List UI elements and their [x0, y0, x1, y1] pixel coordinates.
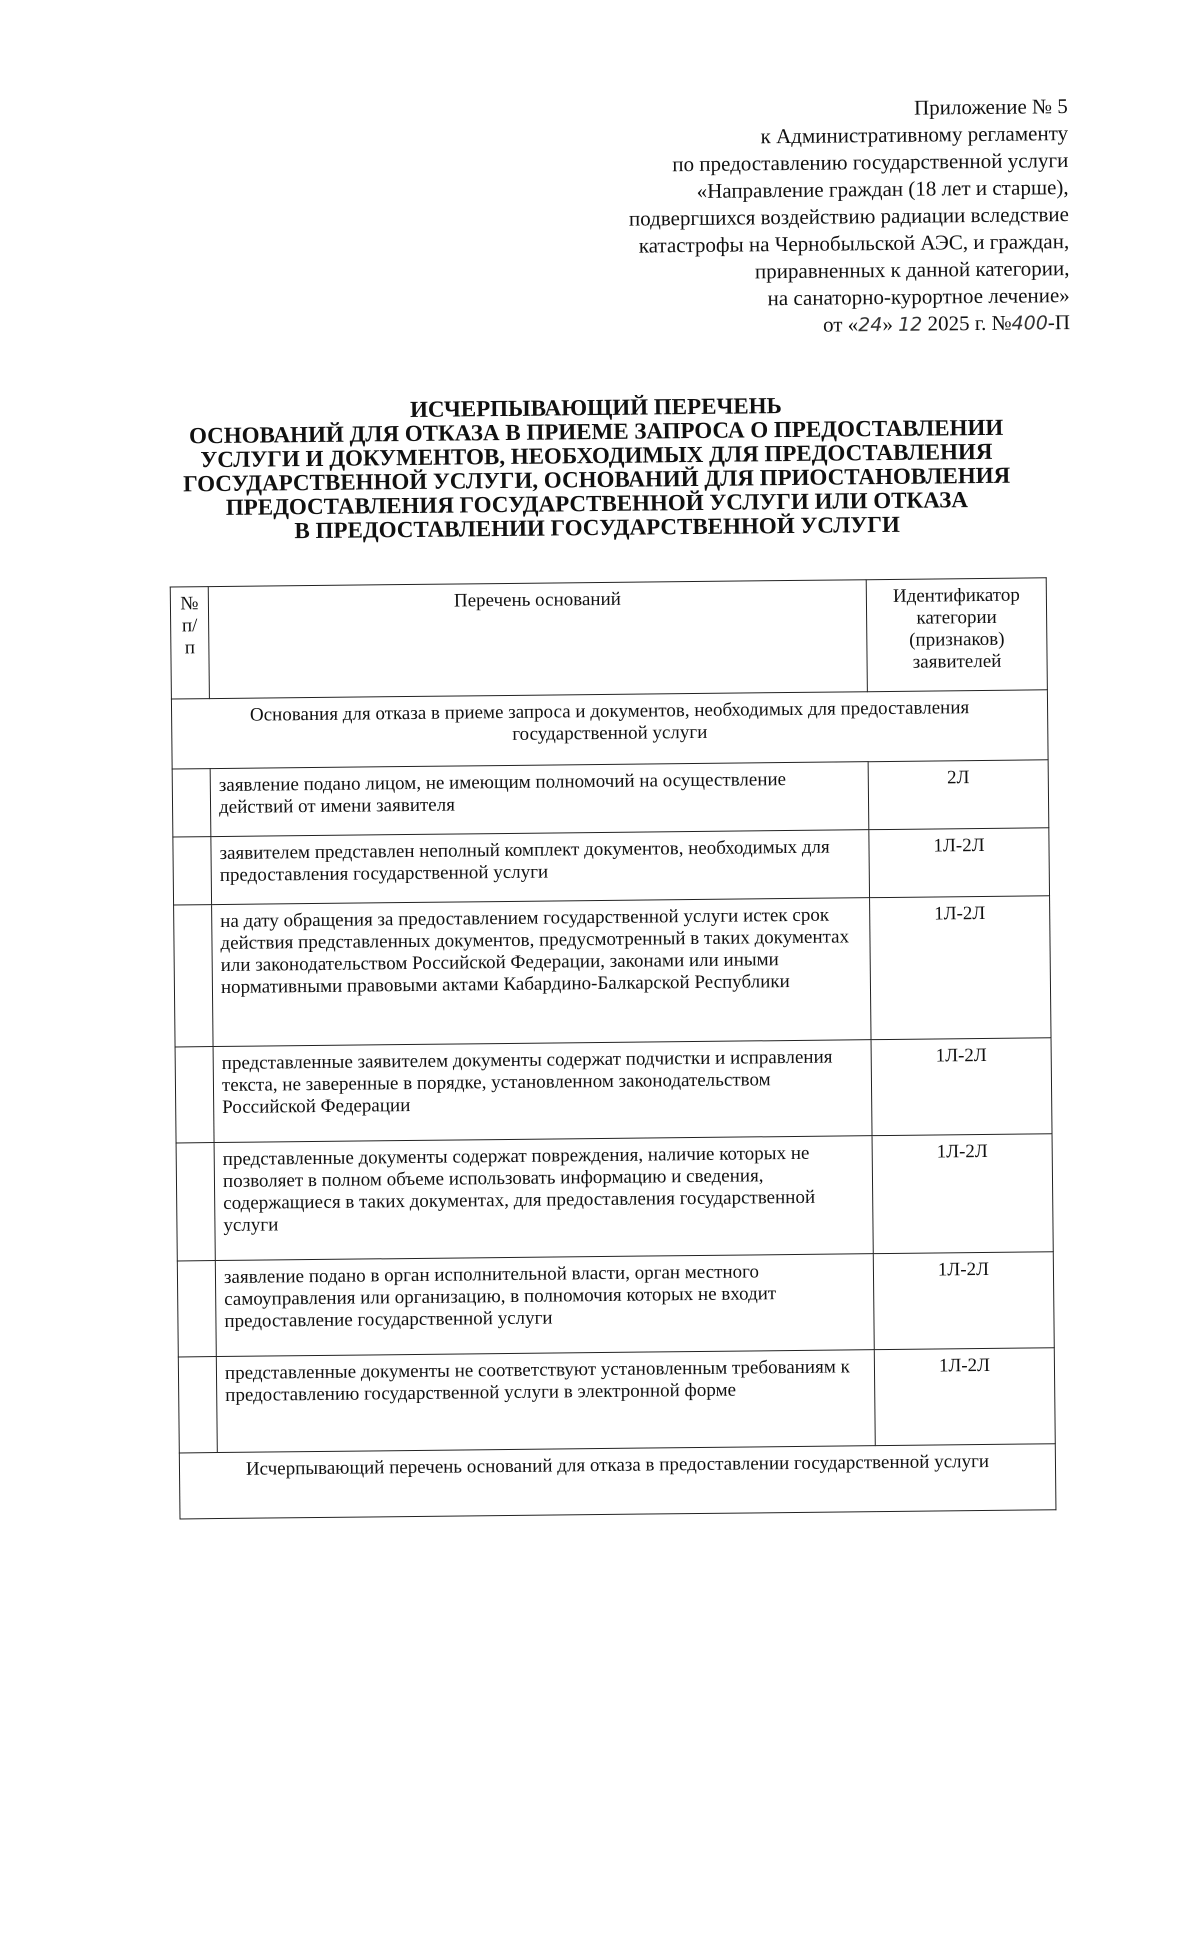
date-middle: » — [882, 311, 899, 337]
handwritten-number: 400 — [1011, 312, 1048, 335]
row-num — [178, 1357, 217, 1453]
row-num — [174, 905, 213, 1047]
date-suffix: -П — [1047, 310, 1071, 335]
row-reason: заявление подано лицом, не имеющим полномочий на осуществление действий от имени заявителя — [210, 762, 869, 837]
row-identifier: 1Л-2Л — [874, 1348, 1055, 1446]
section-title: Исчерпывающий перечень оснований для отказа в предоставлении государственной услуги — [179, 1444, 1056, 1519]
row-reason: заявление подано в орган исполнительной власти, орган местного самоуправления или организацию, в полномочия которых не входит предоставление государственной услуги — [215, 1254, 874, 1357]
row-num — [175, 1047, 214, 1143]
row-identifier: 1Л-2Л — [869, 828, 1050, 898]
title-line: УСЛУГИ И ДОКУМЕНТОВ, НЕОБХОДИМЫХ ДЛЯ ПРЕДОСТАВЛЕНИЯ — [200, 438, 993, 473]
row-reason: представленные заявителем документы содержат подчистки и исправления текста, не заверенные в порядке, установленном законодательством Российской Федерации — [213, 1040, 872, 1143]
section-title: Основания для отказа в приеме запроса и документов, необходимых для предоставления государственной услуги — [171, 690, 1048, 769]
row-num — [172, 769, 211, 837]
section-row — [179, 1444, 1056, 1519]
title-line: ПРЕДОСТАВЛЕНИЯ ГОСУДАРСТВЕННОЙ УСЛУГИ ИЛИ ОТКАЗА — [225, 487, 969, 520]
handwritten-month: 12 — [898, 313, 923, 336]
appendix-line: на санаторно-курортное лечение» — [767, 283, 1070, 311]
date-year: 2025 г. № — [922, 310, 1012, 336]
document-title — [136, 391, 1057, 545]
row-reason: представленные документы содержат повреждения, наличие которых не позволяет в полном объеме использовать информацию и сведения, содержащиеся в таких документах, для предоставления государственной услуги — [214, 1136, 873, 1261]
appendix-line: Приложение № 5 — [913, 94, 1068, 120]
appendix-date-line — [630, 309, 1070, 342]
appendix-line: к Административному регламенту — [760, 121, 1069, 149]
row-num — [176, 1143, 215, 1261]
header-num: № п/п — [170, 587, 209, 699]
table-row — [177, 1252, 1054, 1357]
table-row — [175, 1038, 1052, 1143]
row-reason: представленные документы не соответствуют установленным требованиям к предоставлению государственной услуги в электронной форме — [216, 1350, 875, 1453]
appendix-line: подвергшихся воздействию радиации вследствие — [628, 202, 1070, 231]
header-identifier: Идентификатор категории (признаков) заявителей — [866, 578, 1047, 692]
date-prefix: от « — [822, 312, 859, 337]
table-header-row — [170, 578, 1047, 699]
row-reason: на дату обращения за предоставлением государственной услуги истек срок действия представленных документов, предусмотренный в таких документах или законодательством Российской Федерации, законами или иными нормативными правовыми актами Кабардино-Балкарской Республики — [212, 898, 871, 1047]
table-row — [178, 1348, 1055, 1453]
grounds-table — [170, 577, 1057, 1519]
row-num — [173, 837, 212, 905]
table-row — [173, 828, 1050, 905]
row-reason: заявителем представлен неполный комплект документов, необходимых для предоставления государственной услуги — [211, 830, 870, 905]
header-reason: Перечень оснований — [208, 580, 867, 699]
title-line: ИСЧЕРПЫВАЮЩИЙ ПЕРЕЧЕНЬ — [409, 393, 782, 422]
appendix-line: приравненных к данной категории, — [754, 256, 1070, 284]
title-line: ОСНОВАНИЙ ДЛЯ ОТКАЗА В ПРИЕМЕ ЗАПРОСА О ПРЕДОСТАВЛЕНИИ — [188, 414, 1004, 449]
section-row — [171, 690, 1048, 769]
handwritten-day: 24 — [858, 314, 883, 337]
row-identifier: 1Л-2Л — [871, 1038, 1052, 1136]
title-line: ГОСУДАРСТВЕННОЙ УСЛУГИ, ОСНОВАНИЙ ДЛЯ ПРИОСТАНОВЛЕНИЯ — [182, 462, 1011, 497]
row-num — [177, 1261, 216, 1357]
appendix-line: «Направление граждан (18 лет и старше), — [696, 175, 1069, 203]
appendix-block — [628, 93, 1070, 342]
appendix-line: катастрофы на Чернобыльской АЭС, и граждан, — [638, 229, 1070, 258]
title-line: В ПРЕДОСТАВЛЕНИИ ГОСУДАРСТВЕННОЙ УСЛУГИ — [294, 511, 900, 544]
row-identifier: 1Л-2Л — [872, 1134, 1053, 1254]
row-identifier: 2Л — [868, 760, 1049, 830]
appendix-line: по предоставлению государственной услуги — [672, 148, 1069, 177]
table-row — [172, 760, 1049, 837]
table-row — [176, 1134, 1053, 1261]
row-identifier: 1Л-2Л — [870, 896, 1051, 1040]
row-identifier: 1Л-2Л — [873, 1252, 1054, 1350]
table-row — [174, 896, 1051, 1047]
